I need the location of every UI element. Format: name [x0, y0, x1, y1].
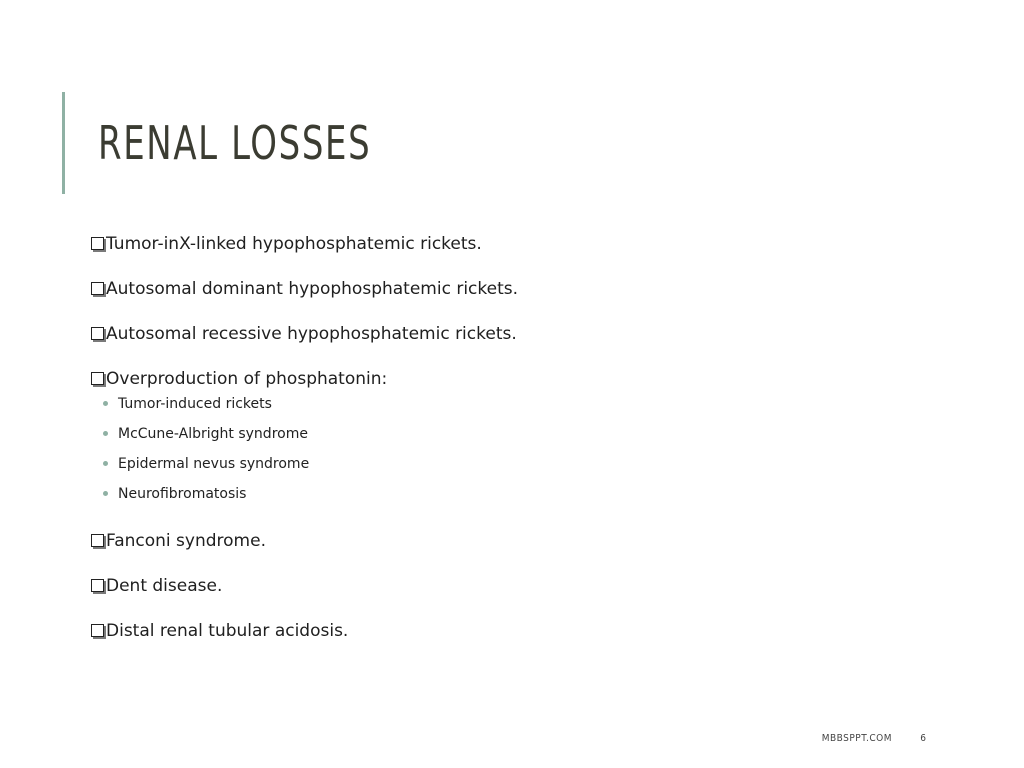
footer-site-name: MBBSPPT.COM	[821, 733, 892, 744]
bullet-text: Tumor-inX-linked hypophosphatemic rickets.	[106, 234, 482, 254]
bullet-item	[91, 529, 971, 574]
checkbox-icon	[91, 282, 104, 295]
dot-icon	[103, 431, 108, 436]
bullet-text: Fanconi syndrome.	[106, 531, 266, 551]
bullet-item	[91, 322, 971, 367]
sub-bullet-item	[103, 395, 971, 425]
checkbox-icon	[91, 237, 104, 250]
sub-bullet-item	[103, 455, 971, 485]
sub-bullet-list	[91, 395, 971, 515]
checkbox-icon	[91, 624, 104, 637]
title-accent-bar	[62, 92, 65, 194]
bullet-text: Autosomal dominant hypophosphatemic rickets.	[106, 279, 519, 299]
bullet-list	[91, 232, 971, 664]
bullet-item	[91, 574, 971, 619]
checkbox-icon	[91, 372, 104, 385]
bullet-text: Overproduction of phosphatonin:	[106, 369, 388, 389]
bullet-text: Dent disease.	[106, 576, 223, 596]
dot-icon	[103, 401, 108, 406]
bullet-item	[91, 367, 971, 515]
sub-bullet-text: McCune-Albright syndrome	[118, 426, 308, 442]
bullet-item	[91, 232, 971, 277]
bullet-item	[91, 277, 971, 322]
checkbox-icon	[91, 327, 104, 340]
slide-page-number: 6	[920, 733, 926, 744]
sub-bullet-text: Neurofibromatosis	[118, 486, 247, 502]
dot-icon	[103, 461, 108, 466]
sub-bullet-text: Epidermal nevus syndrome	[118, 456, 310, 472]
bullet-text: Distal renal tubular acidosis.	[106, 621, 349, 641]
checkbox-icon	[91, 579, 104, 592]
slide-footer	[0, 731, 1024, 747]
dot-icon	[103, 491, 108, 496]
sub-bullet-item	[103, 425, 971, 455]
sub-bullet-text: Tumor-induced rickets	[118, 396, 272, 412]
checkbox-icon	[91, 534, 104, 547]
sub-bullet-item	[103, 485, 971, 515]
bullet-text: Autosomal recessive hypophosphatemic rickets.	[106, 324, 517, 344]
bullet-item	[91, 619, 971, 664]
slide-title: RENAL LOSSES	[98, 116, 372, 170]
